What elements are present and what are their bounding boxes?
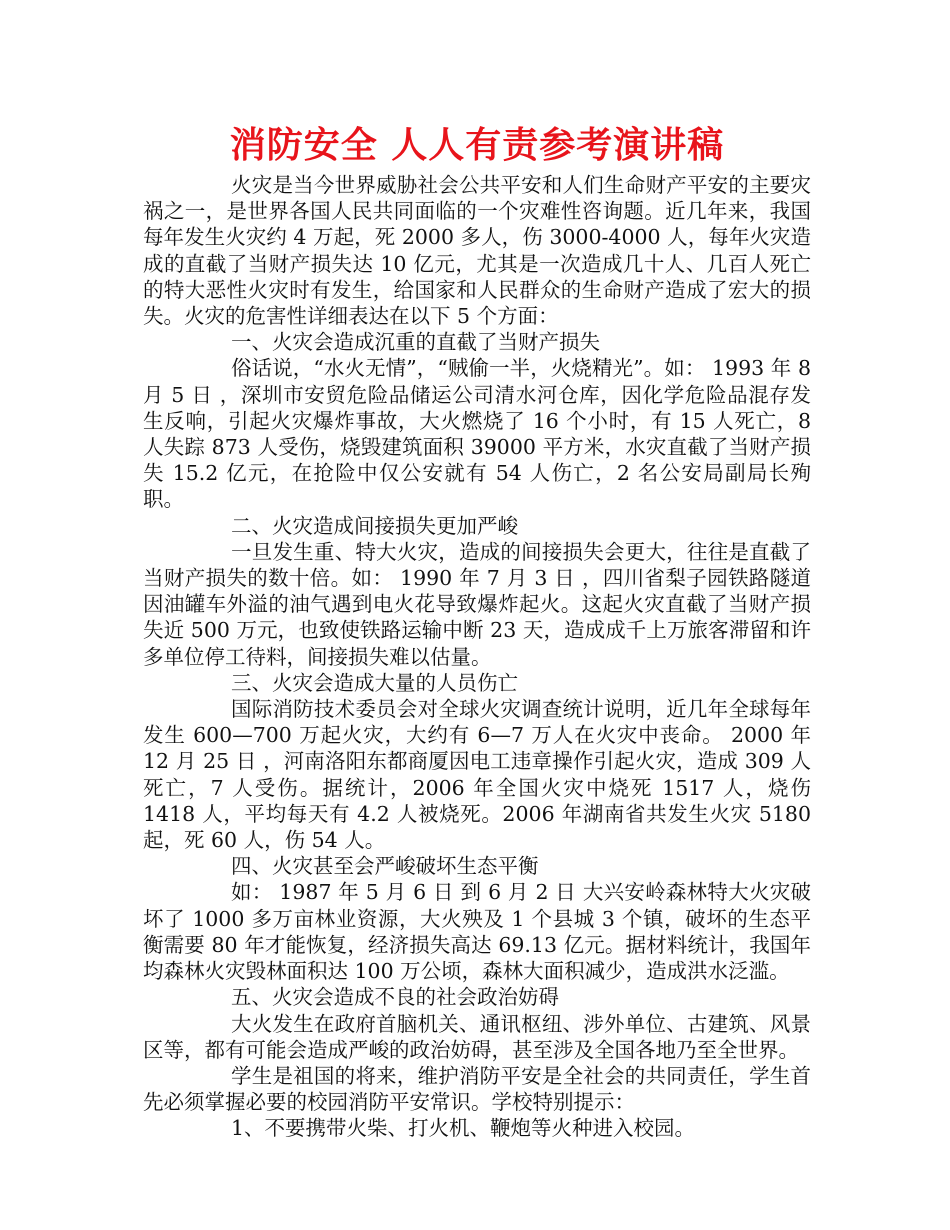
document-page: [143, 120, 811, 1142]
section-heading-1: 一、火灾会造成沉重的直截了当财产损失: [231, 330, 600, 355]
section-heading-3: 三、火灾会造成大量的人员伤亡: [231, 670, 518, 695]
section-paragraph-1: 俗话说，“水火无情”，“贼偷一半，火烧精光”。如： 1993 年 8 月 5 日 ，深圳市安贸危险品储运公司清水河仓库，因化学危险品混存发生反响，引起火灾爆炸事故，大火燃烧了 16 个小时，有 15 人死亡，8 人失踪 873 人受伤，烧毁建筑面积 39000 平方米，水灾直截了当财产损失 15.2 亿元，在抢险中仅公安就有 54 人伤亡，2 名公安局副局长殉职。: [143, 356, 811, 512]
section-heading-2: 二、火灾造成间接损失更加严峻: [231, 513, 518, 538]
tip-item-1: 1、不要携带火柴、打火机、鞭炮等火种进入校园。: [231, 1116, 696, 1141]
section-heading-5: 五、火灾会造成不良的社会政治妨碍: [231, 985, 559, 1010]
section-heading-4: 四、火灾甚至会严峻破坏生态平衡: [231, 854, 539, 879]
section-paragraph-5: 大火发生在政府首脑机关、通讯枢纽、涉外单位、古建筑、风景区等，都有可能会造成严峻的政治妨碍，甚至涉及全国各地乃至全世界。: [143, 1011, 811, 1062]
intro-paragraph: 火灾是当今世界威胁社会公共平安和人们生命财产平安的主要灾祸之一，是世界各国人民共同面临的一个灾难性咨询题。近几年来，我国每年发生火灾约 4 万起，死 2000 多人，伤 3000-4000 人，每年火灾造成的直截了当财产损失达 10 亿元，尤其是一次造成几十人、几百人死亡的特大恶性火灾时有发生，给国家和人民群众的生命财产造成了宏大的损失。火灾的危害性详细表达在以下 5 个方面：: [143, 173, 811, 329]
section-paragraph-4: 如： 1987 年 5 月 6 日 到 6 月 2 日 大兴安岭森林特大火灾破坏了 1000 多万亩林业资源，大火殃及 1 个县城 3 个镇，破坏的生态平衡需要 80 年才能恢复，经济损失高达 69.13 亿元。据材料统计，我国年均森林火灾毁林面积达 100 万公顷，森林大面积减少，造成洪水泛滥。: [143, 880, 811, 984]
student-paragraph: 学生是祖国的将来，维护消防平安是全社会的共同责任，学生首先必须掌握必要的校园消防平安常识。学校特别提示：: [143, 1063, 811, 1115]
document-body: [143, 172, 811, 1142]
section-paragraph-3: 国际消防技术委员会对全球火灾调查统计说明，近几年全球每年发生 600—700 万起火灾，大约有 6—7 万人在火灾中丧命。 2000 年 12 月 25 日 ，河南洛阳东都商厦因电工违章操作引起火灾，造成 309 人死亡，7 人受伤。据统计，2006 年全国火灾中烧死 1517 人，烧伤 1418 人，平均每天有 4.2 人被烧死。2006 年湖南省共发生火灾 5180 起，死 60 人，伤 54 人。: [143, 697, 811, 853]
section-paragraph-2: 一旦发生重、特大火灾，造成的间接损失会更大，往往是直截了当财产损失的数十倍。如： 1990 年 7 月 3 日 ，四川省梨子园铁路隧道因油罐车外溢的油气遇到电火花导致爆炸起火。这起火灾直截了当财产损失近 500 万元，也致使铁路运输中断 23 天，造成成千上万旅客滞留和许多单位停工待料，间接损失难以估量。: [143, 539, 811, 669]
document-title: 消防安全 人人有责参考演讲稿: [229, 125, 725, 166]
